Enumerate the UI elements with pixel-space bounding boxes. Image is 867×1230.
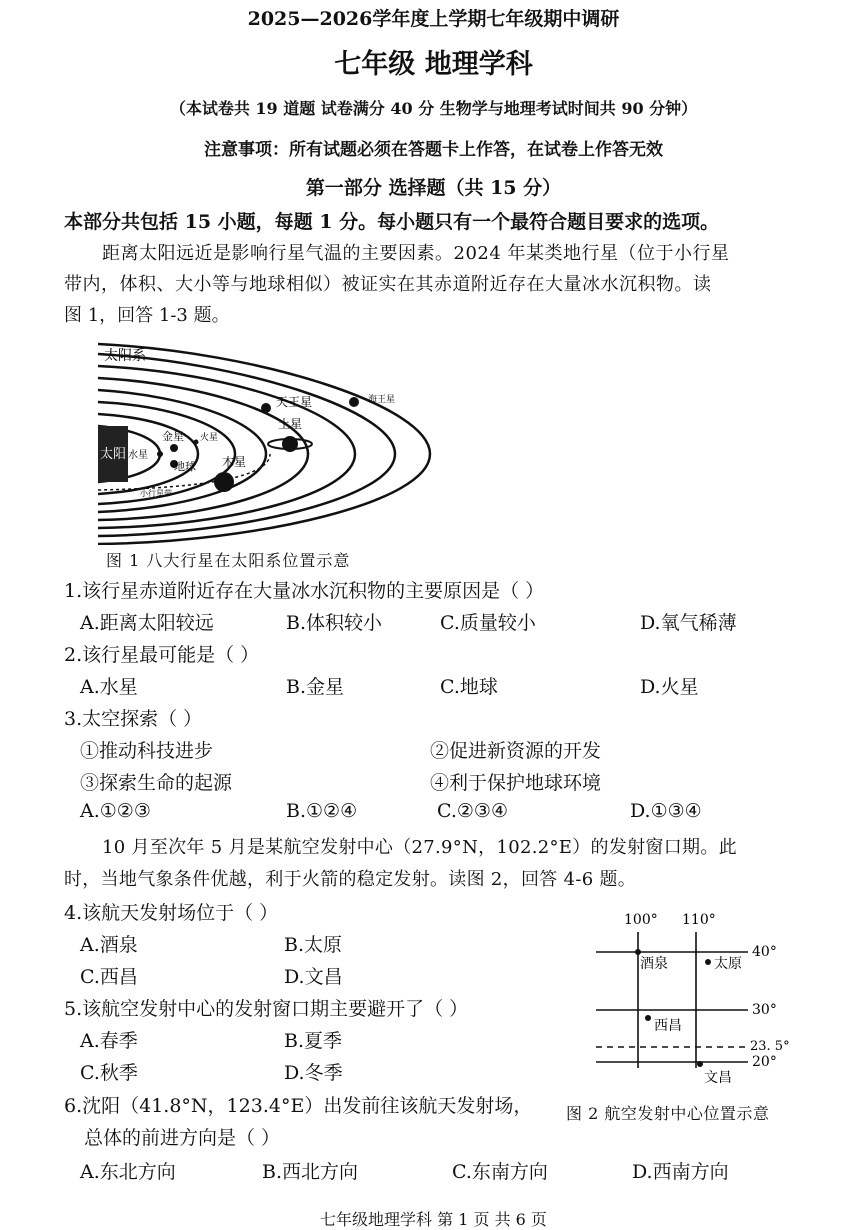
sun-label: 太阳 — [100, 447, 127, 462]
passage1-line3: 图 1，回答 1-3 题。 — [64, 305, 230, 326]
page-footer: 七年级地理学科 第 1 页 共 6 页 — [320, 1210, 547, 1229]
jiuquan-label: 酒泉 — [640, 956, 668, 972]
mars-label: 火星 — [200, 433, 219, 443]
notice: 注意事项：所有试题必须在答题卡上作答，在试卷上作答无效 — [204, 140, 663, 160]
question-3-option-b[interactable]: B.①②④ — [286, 800, 358, 822]
question-5-option-a[interactable]: A.春季 — [80, 1030, 138, 1052]
question-1-option-d[interactable]: D.氧气稀薄 — [640, 612, 737, 634]
jupiter-label: 木星 — [222, 455, 247, 469]
mars-icon — [194, 440, 199, 445]
solar-system-figure — [90, 340, 450, 545]
question-4-option-c[interactable]: C.西昌 — [80, 966, 138, 988]
question-3-option-d[interactable]: D.①③④ — [630, 800, 702, 822]
passage1-line1: 距离太阳远近是影响行星气温的主要因素。2024 年某类地行星（位于小行星 — [102, 243, 730, 264]
question-6-stem-line2: 总体的前进方向是（ ） — [84, 1127, 281, 1149]
figure2-caption: 图 2 航空发射中心位置示意 — [566, 1104, 770, 1123]
wenchang-marker-icon — [697, 1061, 703, 1067]
venus-label: 金星 — [162, 430, 184, 443]
wenchang-label: 文昌 — [704, 1070, 732, 1086]
part1-title: 第一部分 选择题（共 15 分） — [305, 177, 562, 199]
exam-title: 2025—2026学年度上学期七年级期中调研 — [247, 8, 620, 30]
passage2-line1: 10 月至次年 5 月是某航空发射中心（27.9°N，102.2°E）的发射窗口期。此 — [102, 837, 737, 858]
question-5-option-b[interactable]: B.夏季 — [284, 1030, 343, 1052]
subject-title: 七年级 地理学科 — [334, 49, 533, 80]
earth-label: 地球 — [174, 460, 196, 473]
exam-info: （本试卷共 19 道题 试卷满分 40 分 生物学与地理考试时间共 90 分钟） — [169, 99, 698, 118]
passage2-line2: 时，当地气象条件优越，利于火箭的稳定发射。读图 2，回答 4-6 题。 — [64, 869, 637, 890]
question-5-option-c[interactable]: C.秋季 — [80, 1062, 138, 1084]
taiyuan-label: 太原 — [714, 956, 742, 972]
question-3-item-1: ①推动科技进步 — [80, 740, 214, 762]
question-1-option-b[interactable]: B.体积较小 — [286, 612, 383, 634]
venus-icon — [170, 444, 178, 452]
question-3-option-a[interactable]: A.①②③ — [80, 800, 151, 822]
mercury-label: 水星 — [128, 450, 148, 461]
saturn-label: 土星 — [278, 417, 303, 431]
question-3-option-c[interactable]: C.②③④ — [437, 800, 508, 822]
latitude-30-label: 30° — [752, 1002, 777, 1018]
question-2-option-d[interactable]: D.火星 — [640, 676, 699, 698]
question-3-stem: 3.太空探索（ ） — [64, 708, 203, 730]
question-6-stem-line1: 6.沈阳（41.8°N，123.4°E）出发前往该航天发射场， — [64, 1095, 533, 1117]
figure1-title: 太阳系 — [104, 348, 146, 364]
jupiter-icon — [214, 472, 234, 492]
xichang-marker-icon — [645, 1015, 651, 1021]
taiyuan-marker-icon — [705, 959, 711, 965]
longitude-100-label: 100° — [624, 912, 658, 928]
jiuquan-marker-icon — [635, 949, 641, 955]
question-6-option-d[interactable]: D.西南方向 — [632, 1161, 729, 1183]
question-3-item-4: ④利于保护地球环境 — [430, 772, 602, 794]
sun-icon — [98, 426, 128, 482]
asteroid-belt-label: 小行星带 — [140, 489, 172, 498]
question-4-option-b[interactable]: B.太原 — [284, 934, 343, 956]
question-6-option-a[interactable]: A.东北方向 — [80, 1161, 176, 1183]
question-1-option-c[interactable]: C.质量较小 — [440, 612, 536, 634]
xichang-label: 西昌 — [654, 1018, 682, 1034]
question-1-option-a[interactable]: A.距离太阳较远 — [80, 612, 214, 634]
question-5-option-d[interactable]: D.冬季 — [284, 1062, 343, 1084]
question-4-stem: 4.该航天发射场位于（ ） — [64, 902, 279, 924]
question-5-stem: 5.该航空发射中心的发射窗口期主要避开了（ ） — [64, 998, 469, 1020]
question-1-stem: 1.该行星赤道附近存在大量冰水沉积物的主要原因是（ ） — [64, 580, 545, 602]
question-2-stem: 2.该行星最可能是（ ） — [64, 644, 260, 666]
question-3-item-2: ②促进新资源的开发 — [430, 740, 602, 762]
launch-center-map — [592, 906, 812, 1086]
question-2-option-b[interactable]: B.金星 — [286, 676, 345, 698]
uranus-label: 天王星 — [276, 395, 313, 409]
question-6-option-b[interactable]: B.西北方向 — [262, 1161, 359, 1183]
question-2-option-a[interactable]: A.水星 — [80, 676, 138, 698]
question-3-item-3: ③探索生命的起源 — [80, 772, 233, 794]
longitude-110-label: 110° — [682, 912, 716, 928]
part1-instruction: 本部分共包括 15 小题，每题 1 分。每小题只有一个最符合题目要求的选项。 — [64, 211, 720, 233]
latitude-23-5-label: 23. 5° — [750, 1039, 790, 1054]
question-4-option-a[interactable]: A.酒泉 — [80, 934, 138, 956]
latitude-20-label: 20° — [752, 1054, 777, 1070]
passage1-line2: 带内，体积、大小等与地球相似）被证实在其赤道附近存在大量冰水沉积物。读 — [64, 274, 712, 295]
question-6-option-c[interactable]: C.东南方向 — [452, 1161, 548, 1183]
mercury-icon — [157, 451, 163, 457]
neptune-icon — [349, 397, 359, 407]
latitude-40-label: 40° — [752, 944, 777, 960]
question-4-option-d[interactable]: D.文昌 — [284, 966, 343, 988]
neptune-label: 海王星 — [368, 395, 396, 405]
question-2-option-c[interactable]: C.地球 — [440, 676, 498, 698]
figure1-caption: 图 1 八大行星在太阳系位置示意 — [106, 551, 351, 570]
uranus-icon — [261, 403, 271, 413]
